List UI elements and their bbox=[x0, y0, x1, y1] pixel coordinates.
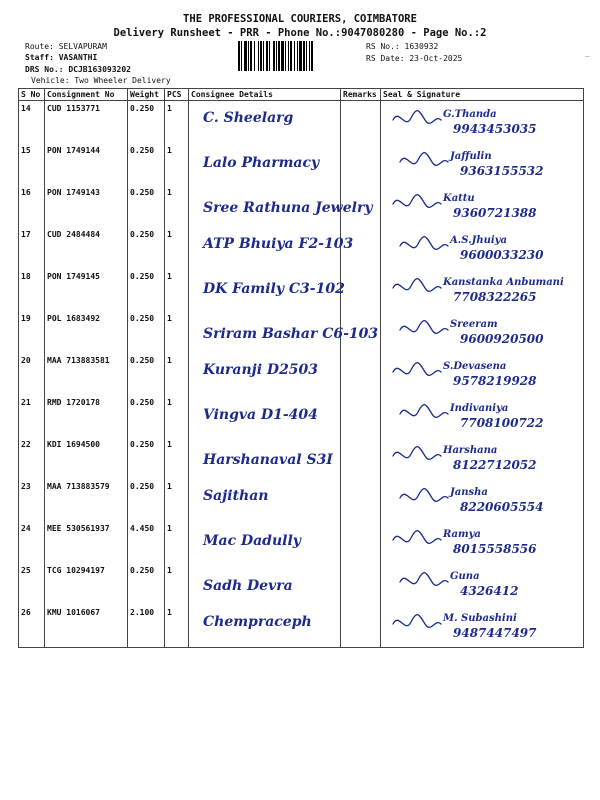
sno-cell: 14 bbox=[19, 101, 45, 144]
weight-cell: 0.250 bbox=[128, 353, 165, 395]
table-row bbox=[19, 353, 584, 395]
weight-cell: 2.100 bbox=[128, 605, 165, 648]
barcode-bar bbox=[306, 41, 307, 71]
col-header-remarks: Remarks bbox=[341, 89, 381, 101]
signature-phone: 9943453035 bbox=[453, 122, 537, 136]
signature-phone: 9600920500 bbox=[460, 332, 544, 346]
barcode-bar bbox=[288, 41, 289, 71]
consignment-no-cell: PON 1749143 bbox=[45, 185, 128, 227]
consignment-no-cell: TCG 10294197 bbox=[45, 563, 128, 605]
signature-name: Ramya bbox=[443, 529, 481, 540]
signature-phone: 8015558556 bbox=[453, 542, 537, 556]
remarks-cell bbox=[341, 479, 381, 521]
remarks-cell bbox=[341, 353, 381, 395]
barcode-bar bbox=[238, 41, 240, 71]
consignee-cell bbox=[189, 437, 341, 479]
barcode-bar bbox=[276, 41, 277, 71]
remarks-cell bbox=[341, 395, 381, 437]
signature-name: Kanstanka Anbumani bbox=[443, 277, 564, 288]
table-header-row bbox=[19, 89, 584, 101]
signature-cell bbox=[381, 395, 584, 437]
runsheet-table bbox=[18, 88, 584, 648]
runsheet-subtitle: Delivery Runsheet - PRR - Phone No.:9047080280 - Page No.:2 bbox=[113, 27, 487, 39]
signature-cell bbox=[381, 269, 584, 311]
signature-phone: 8220605554 bbox=[460, 500, 544, 514]
barcode-bar bbox=[248, 41, 249, 71]
signature-scribble bbox=[400, 153, 448, 166]
weight-cell: 0.250 bbox=[128, 311, 165, 353]
table-row bbox=[19, 605, 584, 648]
table-row bbox=[19, 521, 584, 563]
signature-phone: 4326412 bbox=[460, 584, 519, 598]
barcode-bar bbox=[269, 41, 270, 71]
consignment-no-cell: MEE 530561937 bbox=[45, 521, 128, 563]
signature-phone: 9578219928 bbox=[453, 374, 537, 388]
weight-cell: 0.250 bbox=[128, 437, 165, 479]
signature-cell bbox=[381, 605, 584, 648]
consignment-no-cell: MAA 713883579 bbox=[45, 479, 128, 521]
signature-phone: 7708100722 bbox=[460, 416, 544, 430]
signature-scribble bbox=[393, 195, 441, 208]
consignee-cell bbox=[189, 605, 341, 648]
barcode-bar bbox=[266, 41, 268, 71]
barcode-bar bbox=[254, 41, 255, 71]
rs-date-value: 23-Oct-2025 bbox=[409, 54, 463, 63]
remarks-cell bbox=[341, 605, 381, 648]
barcode-bar bbox=[278, 41, 280, 71]
signature-cell bbox=[381, 101, 584, 144]
signature-cell bbox=[381, 521, 584, 563]
remarks-cell bbox=[341, 437, 381, 479]
weight-cell: 4.450 bbox=[128, 521, 165, 563]
signature-scribble bbox=[393, 363, 441, 376]
consignee-cell bbox=[189, 311, 379, 353]
rs-no-label: RS No.: bbox=[366, 42, 400, 51]
handwritten-consignee: Kuranji D2503 bbox=[203, 362, 319, 378]
handwritten-consignee: Sadh Devra bbox=[203, 578, 293, 594]
consignee-cell bbox=[189, 353, 341, 395]
consignee-cell bbox=[189, 101, 341, 144]
barcode-bar bbox=[309, 41, 310, 71]
signature-phone: 9360721388 bbox=[453, 206, 537, 220]
barcode-bar bbox=[294, 41, 295, 71]
barcode-bar bbox=[303, 41, 305, 71]
barcode-bar bbox=[241, 41, 242, 71]
table-row bbox=[19, 269, 584, 311]
rs-no-line bbox=[366, 42, 438, 52]
rs-date-line bbox=[366, 54, 462, 64]
weight-cell: 0.250 bbox=[128, 395, 165, 437]
barcode-bar bbox=[258, 41, 259, 71]
sno-cell: 23 bbox=[19, 479, 45, 521]
sno-cell: 15 bbox=[19, 143, 45, 185]
barcode-bar bbox=[263, 41, 264, 71]
handwritten-consignee: ATP Bhuiya F2-103 bbox=[203, 236, 354, 252]
sno-cell: 24 bbox=[19, 521, 45, 563]
consignment-no-cell: MAA 713883581 bbox=[45, 353, 128, 395]
signature-cell bbox=[381, 437, 584, 479]
signature-name: Kattu bbox=[443, 193, 475, 204]
signature-cell bbox=[381, 143, 584, 185]
route-value: SELVAPURAM bbox=[58, 42, 107, 51]
pcs-cell: 1 bbox=[165, 269, 189, 311]
sno-cell: 19 bbox=[19, 311, 45, 353]
consignment-no-cell: PON 1749145 bbox=[45, 269, 128, 311]
pcs-cell: 1 bbox=[165, 353, 189, 395]
margin-mark: ~ bbox=[585, 52, 590, 61]
route-label: Route: bbox=[25, 42, 54, 51]
barcode-bar bbox=[299, 41, 302, 71]
table-row bbox=[19, 101, 584, 144]
signature-scribble bbox=[393, 111, 441, 124]
sno-cell: 20 bbox=[19, 353, 45, 395]
signature-phone: 9600033230 bbox=[460, 248, 544, 262]
pcs-cell: 1 bbox=[165, 521, 189, 563]
col-header-consignment: Consignment No bbox=[45, 89, 128, 101]
signature-scribble bbox=[400, 321, 448, 334]
table-row bbox=[19, 227, 584, 269]
pcs-cell: 1 bbox=[165, 101, 189, 144]
consignment-no-cell: PON 1749144 bbox=[45, 143, 128, 185]
col-header-sno: S No bbox=[19, 89, 45, 101]
barcode-bar bbox=[260, 41, 262, 71]
sno-cell: 26 bbox=[19, 605, 45, 648]
signature-phone: 9487447497 bbox=[453, 626, 537, 640]
col-header-pcs: PCS bbox=[165, 89, 189, 101]
consignee-cell bbox=[189, 227, 354, 269]
barcode-bar bbox=[311, 41, 313, 71]
barcode-bar bbox=[297, 41, 298, 71]
consignee-cell bbox=[189, 143, 341, 185]
handwritten-consignee: Harshanaval S3I bbox=[203, 452, 333, 468]
handwritten-consignee: DK Family C3-102 bbox=[203, 281, 345, 297]
pcs-cell: 1 bbox=[165, 479, 189, 521]
signature-phone: 7708322265 bbox=[453, 290, 537, 304]
signature-name: Jaffulin bbox=[450, 151, 492, 162]
signature-name: G.Thanda bbox=[443, 109, 497, 120]
barcode-bar bbox=[285, 41, 286, 71]
consignment-no-cell: CUD 1153771 bbox=[45, 101, 128, 144]
remarks-cell bbox=[341, 269, 381, 311]
signature-name: Indivaniya bbox=[450, 403, 509, 414]
col-header-signature: Seal & Signature bbox=[381, 89, 584, 101]
col-header-consignee: Consignee Details bbox=[189, 89, 341, 101]
signature-scribble bbox=[393, 531, 441, 544]
handwritten-consignee: Mac Dadully bbox=[203, 533, 301, 549]
sno-cell: 22 bbox=[19, 437, 45, 479]
barcode-bar bbox=[281, 41, 284, 71]
signature-scribble bbox=[393, 447, 441, 460]
handwritten-consignee: Sree Rathuna Jewelry bbox=[203, 200, 373, 216]
signature-scribble bbox=[393, 279, 441, 292]
table-row bbox=[19, 185, 584, 227]
signature-name: Jansha bbox=[450, 487, 488, 498]
vehicle-label: Vehicle: bbox=[31, 76, 70, 85]
signature-scribble bbox=[400, 489, 448, 502]
signature-cell bbox=[381, 353, 584, 395]
staff-line bbox=[25, 53, 97, 63]
barcode-bar bbox=[273, 41, 275, 71]
pcs-cell: 1 bbox=[165, 395, 189, 437]
pcs-cell: 1 bbox=[165, 227, 189, 269]
consignment-no-cell: RMD 1720178 bbox=[45, 395, 128, 437]
signature-name: S.Devasena bbox=[443, 361, 507, 372]
table-row bbox=[19, 563, 584, 605]
col-header-weight: Weight bbox=[128, 89, 165, 101]
barcode bbox=[238, 41, 362, 71]
drs-label: DRS No.: bbox=[25, 65, 64, 74]
pcs-cell: 1 bbox=[165, 605, 189, 648]
vehicle-line bbox=[31, 76, 171, 86]
consignment-no-cell: KDI 1694500 bbox=[45, 437, 128, 479]
table-row bbox=[19, 395, 584, 437]
pcs-cell: 1 bbox=[165, 143, 189, 185]
pcs-cell: 1 bbox=[165, 563, 189, 605]
signature-phone: 9363155532 bbox=[460, 164, 544, 178]
handwritten-consignee: Vingva D1-404 bbox=[203, 407, 318, 423]
sno-cell: 25 bbox=[19, 563, 45, 605]
barcode-bar bbox=[290, 41, 292, 71]
pcs-cell: 1 bbox=[165, 437, 189, 479]
consignee-cell bbox=[189, 395, 341, 437]
table-row bbox=[19, 437, 584, 479]
staff-value: VASANTHI bbox=[58, 53, 98, 62]
signature-name: M. Subashini bbox=[443, 613, 517, 624]
pcs-cell: 1 bbox=[165, 311, 189, 353]
company-title: THE PROFESSIONAL COURIERS, COIMBATORE bbox=[183, 13, 417, 25]
rs-no-value: 1630932 bbox=[404, 42, 439, 51]
signature-cell bbox=[381, 227, 584, 269]
handwritten-consignee: Sajithan bbox=[203, 488, 269, 504]
weight-cell: 0.250 bbox=[128, 479, 165, 521]
consignee-cell bbox=[189, 563, 341, 605]
consignee-cell bbox=[189, 269, 345, 311]
signature-cell bbox=[381, 185, 584, 227]
staff-label: Staff: bbox=[25, 53, 54, 62]
weight-cell: 0.250 bbox=[128, 227, 165, 269]
weight-cell: 0.250 bbox=[128, 185, 165, 227]
consignee-cell bbox=[189, 479, 341, 521]
remarks-cell bbox=[341, 521, 381, 563]
drs-line bbox=[25, 65, 131, 75]
route-line bbox=[25, 42, 107, 52]
barcode-bar bbox=[244, 41, 247, 71]
consignment-no-cell: POL 1683492 bbox=[45, 311, 128, 353]
signature-name: Guna bbox=[450, 571, 480, 582]
signature-name: A.S.Jhuiya bbox=[450, 235, 507, 246]
signature-phone: 8122712052 bbox=[453, 458, 537, 472]
sno-cell: 16 bbox=[19, 185, 45, 227]
drs-value: DCJB163093202 bbox=[68, 65, 131, 74]
signature-cell bbox=[381, 479, 584, 521]
vehicle-value: Two Wheeler Delivery bbox=[74, 76, 171, 85]
handwritten-consignee: Chempraceph bbox=[203, 614, 312, 630]
signature-scribble bbox=[400, 405, 448, 418]
signature-scribble bbox=[393, 615, 441, 628]
signature-cell bbox=[381, 563, 584, 605]
signature-scribble bbox=[400, 573, 448, 586]
handwritten-consignee: Sriram Bashar C6-103 bbox=[203, 326, 379, 342]
consignee-cell bbox=[189, 521, 341, 563]
weight-cell: 0.250 bbox=[128, 269, 165, 311]
consignment-no-cell: KMU 1016067 bbox=[45, 605, 128, 648]
pcs-cell: 1 bbox=[165, 185, 189, 227]
consignment-no-cell: CUD 2484484 bbox=[45, 227, 128, 269]
signature-name: Harshana bbox=[443, 445, 498, 456]
table-row bbox=[19, 143, 584, 185]
rs-date-label: RS Date: bbox=[366, 54, 405, 63]
handwritten-consignee: C. Sheelarg bbox=[203, 110, 294, 126]
weight-cell: 0.250 bbox=[128, 563, 165, 605]
weight-cell: 0.250 bbox=[128, 143, 165, 185]
weight-cell: 0.250 bbox=[128, 101, 165, 144]
remarks-cell bbox=[341, 143, 381, 185]
barcode-bar bbox=[250, 41, 252, 71]
table-row bbox=[19, 311, 584, 353]
consignee-cell bbox=[189, 185, 373, 227]
signature-name: Sreeram bbox=[450, 319, 498, 330]
sno-cell: 21 bbox=[19, 395, 45, 437]
signature-scribble bbox=[400, 237, 448, 250]
table-row bbox=[19, 479, 584, 521]
signature-cell bbox=[381, 311, 584, 353]
remarks-cell bbox=[341, 101, 381, 144]
sno-cell: 17 bbox=[19, 227, 45, 269]
remarks-cell bbox=[341, 563, 381, 605]
sno-cell: 18 bbox=[19, 269, 45, 311]
handwritten-consignee: Lalo Pharmacy bbox=[203, 155, 320, 171]
